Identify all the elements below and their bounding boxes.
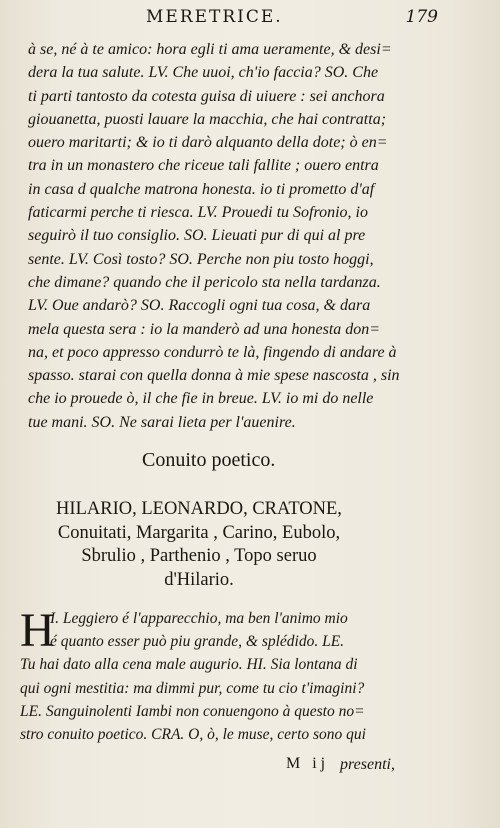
text-line: qui ogni mestitia: ma dimmi pur, come tu cio t'imagini? bbox=[20, 679, 365, 697]
text-line: che dimane? quando che il pericolo sta nella tardanza. bbox=[28, 273, 381, 291]
signature-mark: M ij bbox=[286, 755, 330, 772]
running-head: MERETRICE. bbox=[146, 7, 283, 27]
text-line: LV. Oue andarò? SO. Raccogli ogni tua cosa, & dara bbox=[28, 297, 371, 315]
text-line: ti parti tantosto da cotesta guisa di uiuere : sei anchora bbox=[28, 87, 385, 105]
text-line: sente. LV. Così tosto? SO. Perche non piu tosto hoggi, bbox=[28, 250, 374, 268]
persons-line: d'Hilario. bbox=[164, 569, 234, 590]
text-line: na, et poco appresso condurrò te là, fingendo di andare à bbox=[28, 343, 397, 361]
text-line: à se, né à te amico: hora egli ti ama ueramente, & desi= bbox=[28, 41, 392, 58]
text-line: in casa d qualche matrona honesta. io ti prometto d'af bbox=[28, 180, 375, 198]
persons-line: Sbrulio , Parthenio , Topo seruo bbox=[81, 546, 317, 566]
drop-cap: H bbox=[20, 604, 55, 657]
section-title: Conuito poetico. bbox=[142, 449, 276, 471]
text-line: ouero maritarti; & io ti darò alquanto della dote; ò en= bbox=[28, 134, 388, 152]
persons-line: Conuitati, Margarita , Carino, Eubolo, bbox=[57, 522, 341, 543]
catchword: presenti, bbox=[340, 756, 395, 773]
text-line: spasso. starai con quella donna à mie spese nascosta , sin bbox=[28, 367, 400, 385]
text-line: I. Leggiero é l'apparecchio, ma ben l'animo mio bbox=[50, 610, 348, 627]
page-footer bbox=[0, 755, 500, 779]
text-line: tue mani. SO. Ne sarai lieta per l'auenire. bbox=[28, 413, 296, 431]
text-line: LE. Sanguinolenti Iambi non conuengono à questo no= bbox=[20, 702, 365, 720]
text-line: che io prouede ò, il che fie in breue. LV. io mi do nelle bbox=[28, 390, 374, 408]
persons-line: HILARIO, LEONARDO, CRATONE, bbox=[56, 499, 342, 519]
text-line: tra in un monastero che riceue tali fallite ; ouero entra bbox=[28, 157, 379, 175]
dialogue-text-block bbox=[28, 38, 418, 434]
text-line: dera la tua salute. LV. Che uuoi, ch'io faccia? SO. Che bbox=[28, 64, 379, 82]
text-line: giouanetta, puosti lauare la macchia, che hai contratta; bbox=[28, 110, 387, 128]
text-line: seguirò il tuo consiglio. SO. Lieuati pur di qui al pre bbox=[28, 227, 366, 245]
text-line: mela questa sera : io la manderò ad una honesta don= bbox=[28, 320, 381, 338]
page-header bbox=[0, 7, 500, 31]
dramatis-personae bbox=[14, 498, 384, 592]
text-line: é quanto esser può piu grande, & splédido. LE. bbox=[50, 633, 345, 651]
text-line: faticarmi perche ti riesca. LV. Prouedi tu Sofronio, io bbox=[28, 204, 368, 222]
opening-dialogue bbox=[20, 604, 400, 746]
text-line: Tu hai dato alla cena male augurio. HI. Sia lontana di bbox=[20, 656, 358, 674]
text-line: stro conuito poetico. CRA. O, ò, le muse, certo sono qui bbox=[20, 726, 366, 744]
page-number: 179 bbox=[405, 7, 438, 27]
